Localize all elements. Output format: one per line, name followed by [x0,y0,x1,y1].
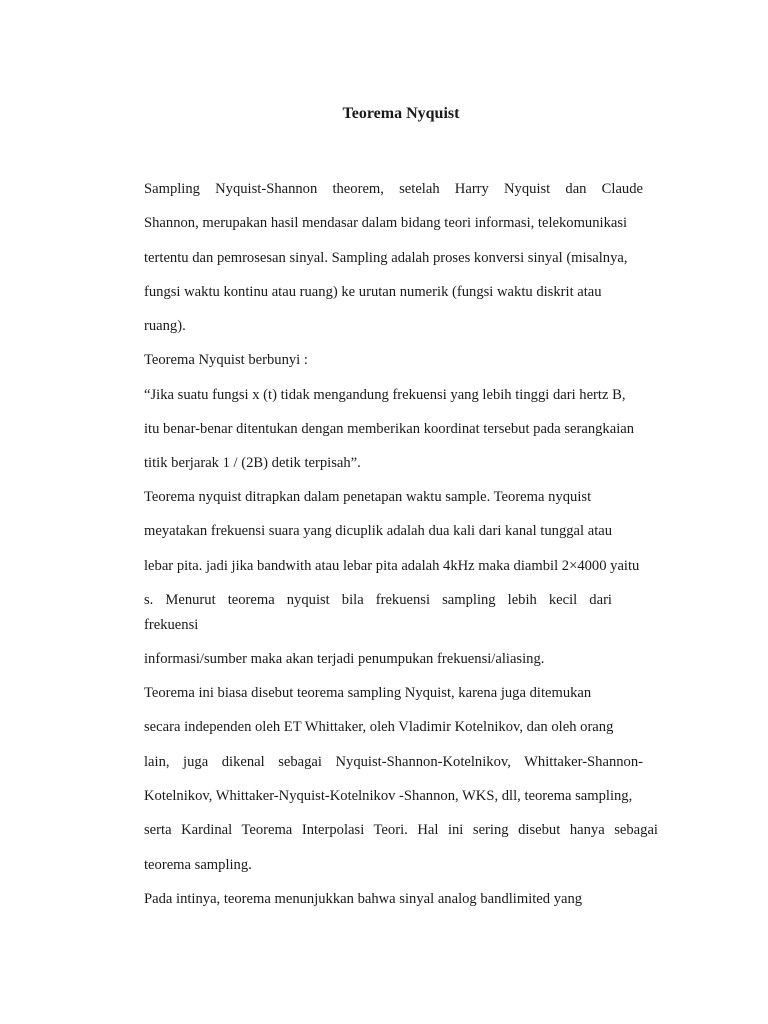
document-title: Teorema Nyquist [342,105,460,122]
paragraph-line: lebar pita. jadi jika bandwith atau lebar pita adalah 4kHz maka diambil 2×4000 yaitu [144,558,640,574]
paragraph-line: frekuensi [144,617,199,633]
paragraph-line: Teorema ini biasa disebut teorema sampling Nyquist, karena juga ditemukan [144,685,592,701]
paragraph-line: itu benar-benar ditentukan dengan memberikan koordinat tersebut pada serangkaian [144,421,635,437]
paragraph-line: Pada intinya, teorema menunjukkan bahwa sinyal analog bandlimited yang [144,891,583,907]
paragraph-line: Shannon, merupakan hasil mendasar dalam bidang teori informasi, telekomunikasi [144,215,628,231]
paragraph-line: titik berjarak 1 / (2B) detik terpisah”. [144,455,361,471]
paragraph-line: lain, juga dikenal sebagai Nyquist-Shannon-Kotelnikov, Whittaker-Shannon- [144,754,643,770]
paragraph-line: teorema sampling. [144,857,252,873]
paragraph-line: serta Kardinal Teorema Interpolasi Teori. Hal ini sering disebut hanya sebagai [144,822,658,838]
paragraph-line: tertentu dan pemrosesan sinyal. Sampling adalah proses konversi sinyal (misalnya, [144,250,628,266]
paragraph-line: s. Menurut teorema nyquist bila frekuensi sampling lebih kecil dari [144,592,612,608]
paragraph-line: meyatakan frekuensi suara yang dicuplik adalah dua kali dari kanal tunggal atau [144,523,613,539]
paragraph-line: fungsi waktu kontinu atau ruang) ke urutan numerik (fungsi waktu diskrit atau [144,284,602,300]
paragraph-line: Teorema nyquist ditrapkan dalam penetapan waktu sample. Teorema nyquist [144,489,592,505]
paragraph-line: ruang). [144,318,186,334]
paragraph-line: informasi/sumber maka akan terjadi penumpukan frekuensi/aliasing. [144,651,545,667]
paragraph-line: Teorema Nyquist berbunyi : [144,352,308,368]
paragraph-line: “Jika suatu fungsi x (t) tidak mengandung frekuensi yang lebih tinggi dari hertz B, [144,387,626,403]
paragraph-line: secara independen oleh ET Whittaker, oleh Vladimir Kotelnikov, dan oleh orang [144,719,614,735]
paragraph-line: Kotelnikov, Whittaker-Nyquist-Kotelnikov -Shannon, WKS, dll, teorema sampling, [144,788,633,804]
paragraph-line: Sampling Nyquist-Shannon theorem, setelah Harry Nyquist dan Claude [144,181,643,197]
